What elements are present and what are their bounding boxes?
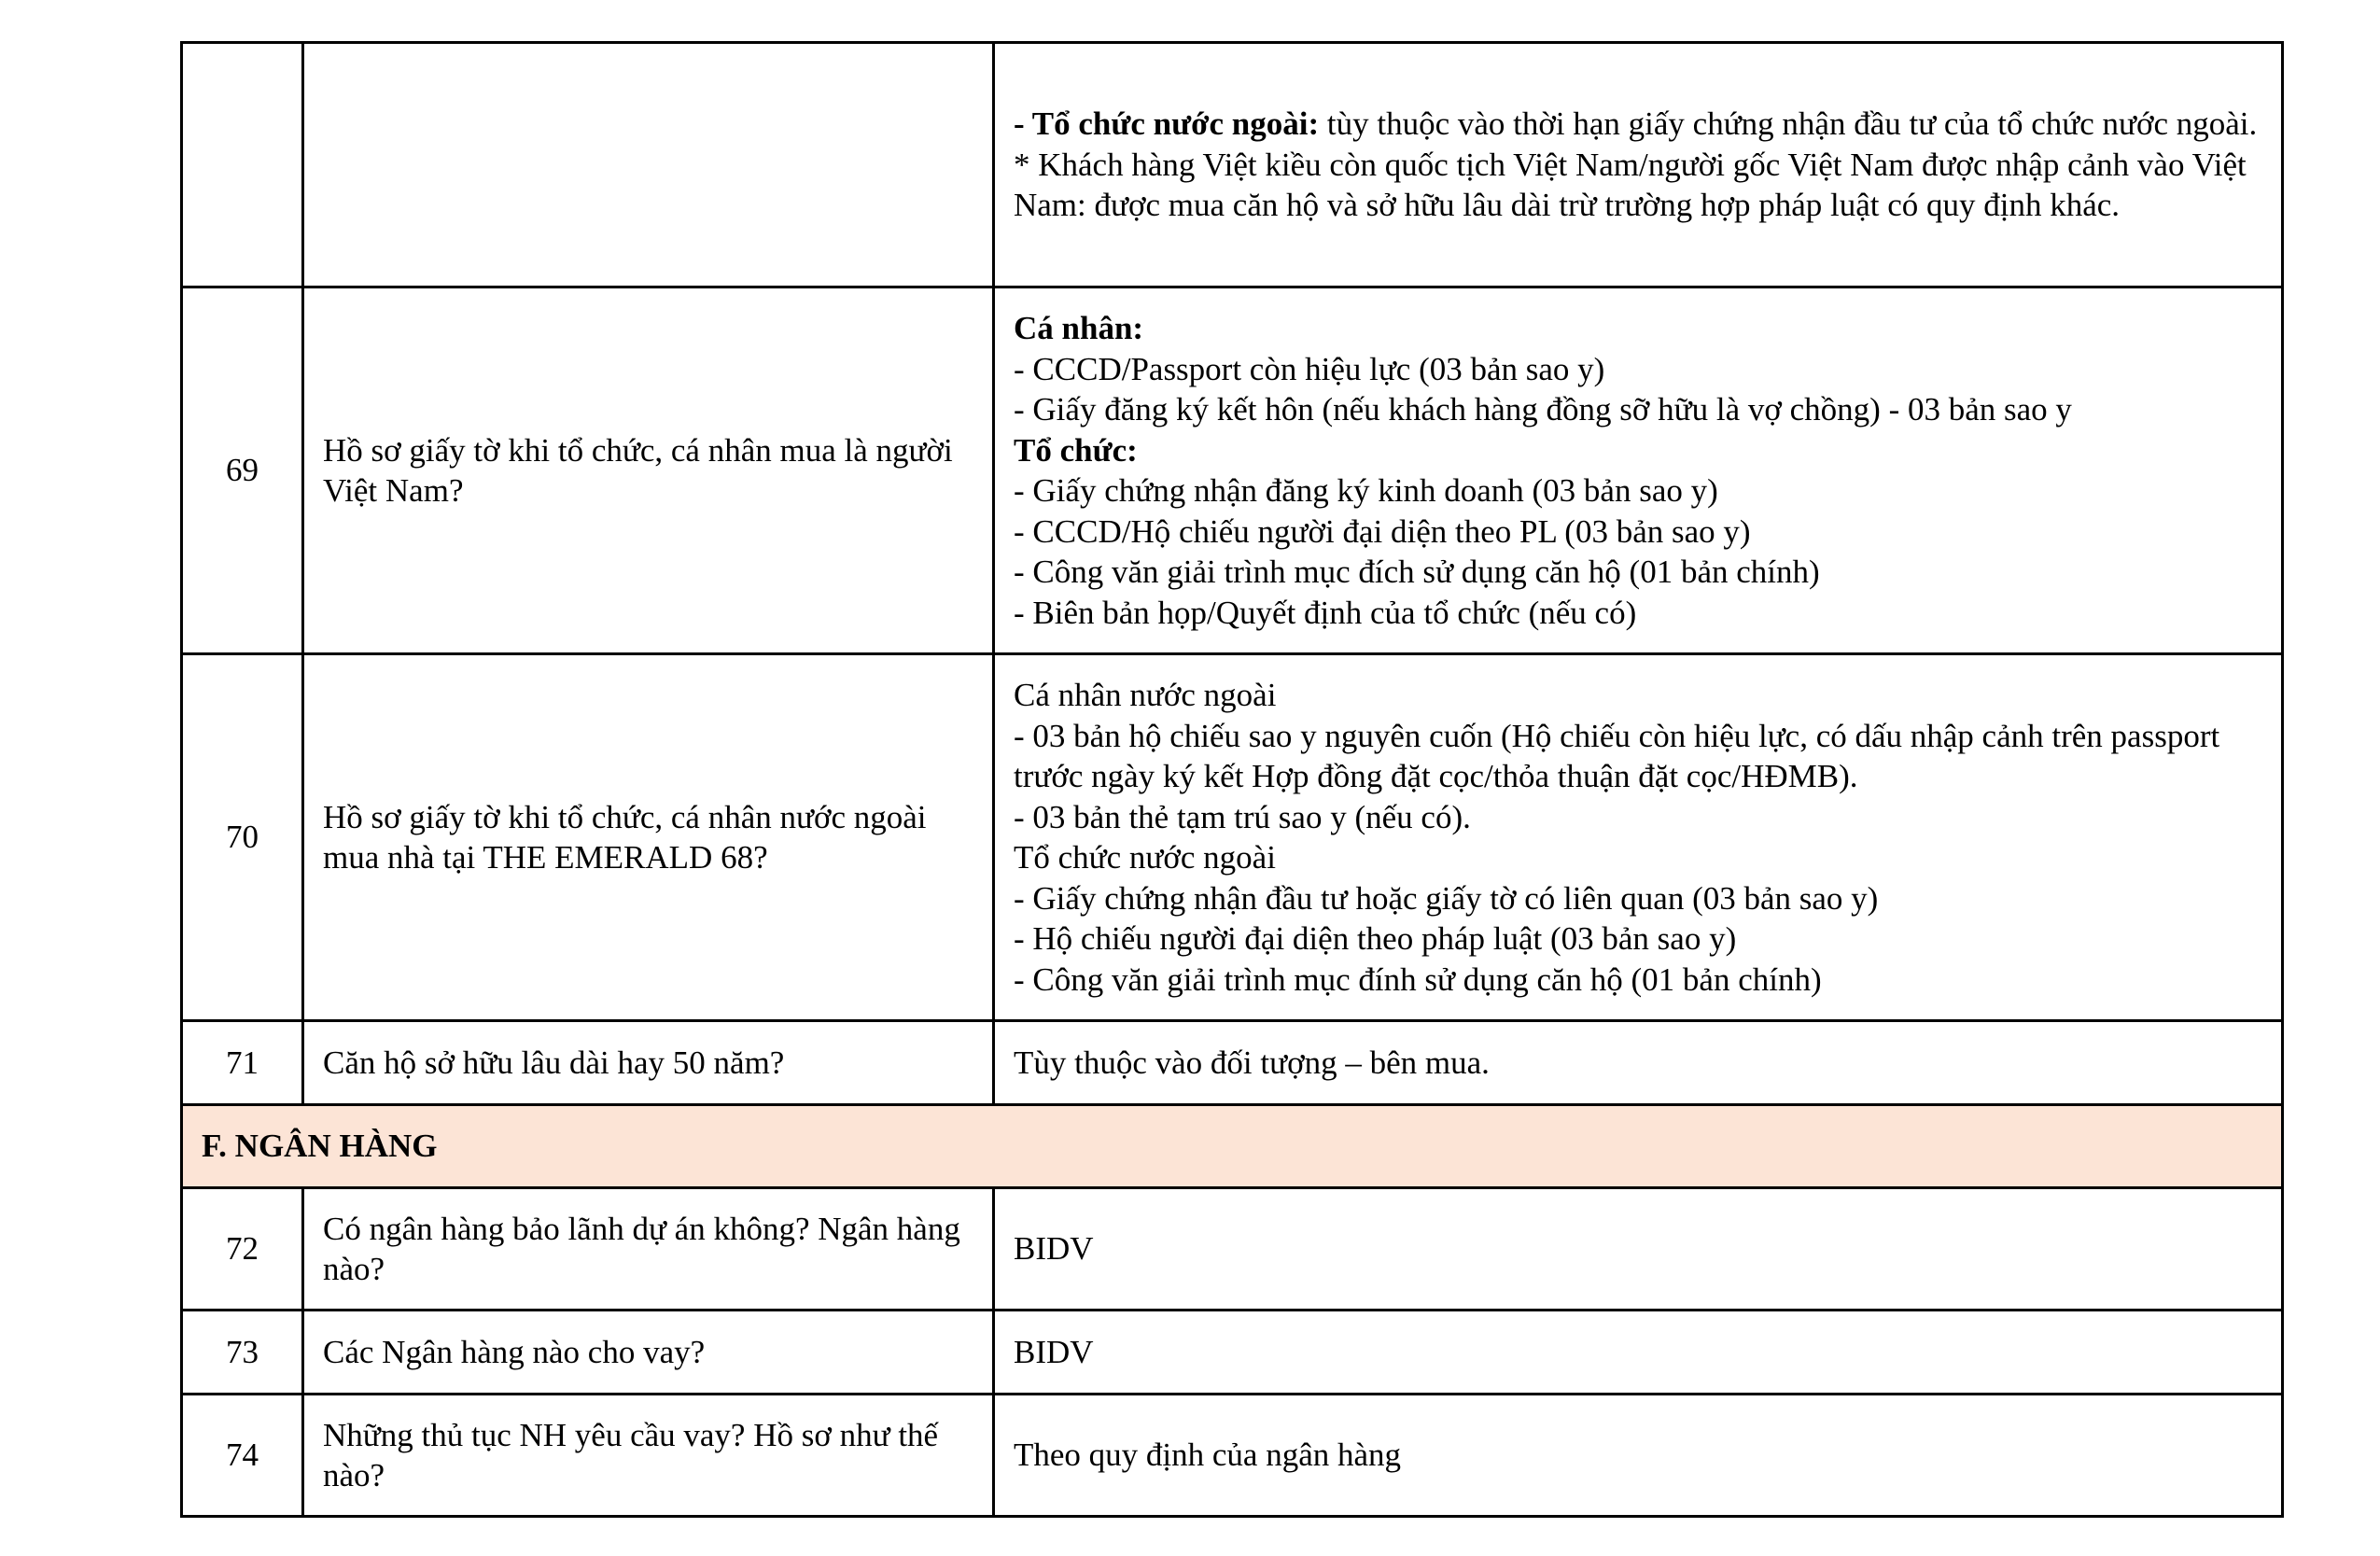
row-answer [994,1021,2283,1105]
row-number: 74 [182,1395,303,1517]
answer-line: - Công văn giải trình mục đích sử dụng căn hộ (01 bản chính) [1014,554,1820,590]
table-row [182,1021,2283,1105]
table-row [182,43,2283,287]
answer-line: - Biên bản họp/Quyết định của tổ chức (nếu có) [1014,594,1637,631]
answer-line: - Tổ chức nước ngoài: tùy thuộc vào thời hạn giấy chứng nhận đầu tư của tổ chức nước ngoài. [1014,105,2258,143]
row-question [303,43,994,287]
answer-line: - 03 bản thẻ tạm trú sao y (nếu có). [1014,798,1471,835]
answer-line: Tùy thuộc vào đối tượng – bên mua. [1014,1044,1490,1081]
table-row [182,654,2283,1021]
faq-table [180,41,2284,1518]
answer-line: - Công văn giải trình mục đính sử dụng căn hộ (01 bản chính) [1014,960,1822,998]
row-question: Căn hộ sở hữu lâu dài hay 50 năm? [303,1021,994,1105]
section-title: F. NGÂN HÀNG [182,1105,2283,1188]
row-number: 73 [182,1311,303,1395]
answer-line: Cá nhân nước ngoài [1014,677,1277,713]
row-answer: BIDV [994,1311,2283,1395]
answer-line: - Giấy đăng ký kết hôn (nếu khách hàng đồng sỡ hữu là vợ chồng) - 03 bản sao y [1014,391,2072,428]
row-question: Hồ sơ giấy tờ khi tổ chức, cá nhân nước ngoài mua nhà tại THE EMERALD 68? [303,654,994,1021]
answer-line: - CCCD/Hộ chiếu người đại diện theo PL (03 bản sao y) [1014,512,1751,550]
row-number: 70 [182,654,303,1021]
table-row [182,1311,2283,1395]
section-header-row [182,1105,2283,1188]
row-number: 71 [182,1021,303,1105]
row-question: Có ngân hàng bảo lãnh dự án không? Ngân hàng nào? [303,1188,994,1311]
answer-line: - Hộ chiếu người đại diện theo pháp luật (03 bản sao y) [1014,920,1737,957]
answer-line: Tổ chức nước ngoài [1014,839,1276,876]
row-number: 69 [182,287,303,654]
row-question: Những thủ tục NH yêu cầu vay? Hồ sơ như thế nào? [303,1395,994,1517]
answer-line: - 03 bản hộ chiếu sao y nguyên cuốn (Hộ chiếu còn hiệu lực, có dấu nhập cảnh trên passport trước ngày ký kết Hợp đồng đặt cọc/thỏa thuận đặt cọc/HĐMB). [1014,717,2220,794]
row-answer [994,287,2283,654]
row-question: Các Ngân hàng nào cho vay? [303,1311,994,1395]
row-answer: Theo quy định của ngân hàng [994,1395,2283,1517]
table-row [182,1188,2283,1311]
answer-line: * Khách hàng Việt kiều còn quốc tịch Việt Nam/người gốc Việt Nam được nhập cảnh vào Việt Nam: được mua căn hộ và sở hữu lâu dài trừ trường hợp pháp luật có quy định khác. [1014,146,2247,224]
answer-line: Cá nhân: [1014,310,1144,346]
row-answer [994,43,2283,287]
row-question: Hồ sơ giấy tờ khi tổ chức, cá nhân mua là người Việt Nam? [303,287,994,654]
row-answer [994,654,2283,1021]
answer-line: - CCCD/Passport còn hiệu lực (03 bản sao y) [1014,350,1605,387]
table-row [182,287,2283,654]
table-row [182,1395,2283,1517]
answer-line: - Giấy chứng nhận đầu tư hoặc giấy tờ có liên quan (03 bản sao y) [1014,879,1879,917]
answer-line: Tổ chức: [1014,431,1138,469]
answer-line: - Giấy chứng nhận đăng ký kinh doanh (03 bản sao y) [1014,472,1718,509]
row-number: 72 [182,1188,303,1311]
row-number [182,43,303,287]
row-answer: BIDV [994,1188,2283,1311]
